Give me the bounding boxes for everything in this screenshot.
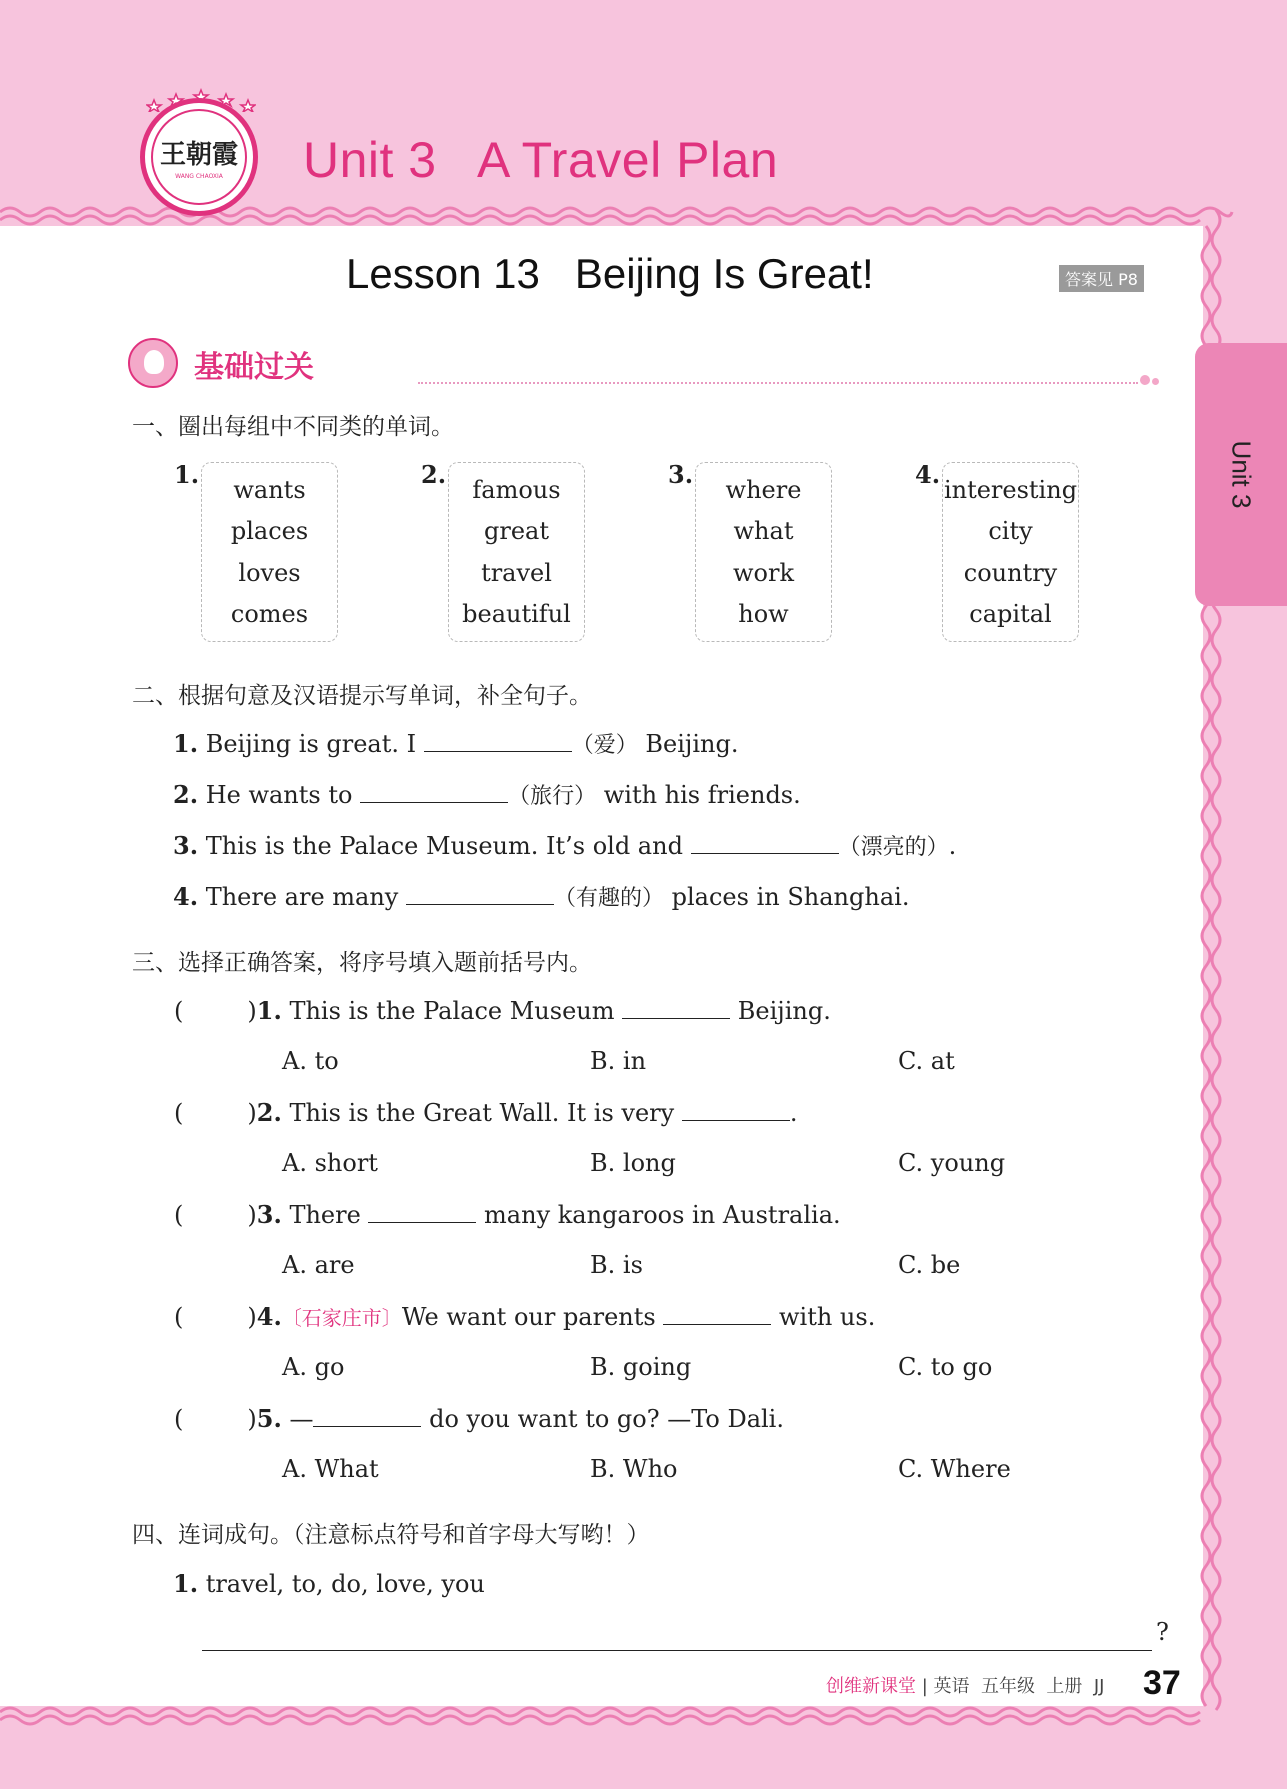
word-order-item (173, 1569, 485, 1598)
word[interactable]: wants (233, 475, 306, 504)
item-number: 1. (173, 729, 199, 758)
chinese-hint: （有趣的） (554, 886, 665, 911)
word[interactable]: capital (969, 600, 1052, 629)
item-text: Beijing. (730, 997, 831, 1025)
answer-blank[interactable] (424, 729, 572, 752)
item-text: with us. (771, 1303, 876, 1331)
lesson-title: Lesson 13 Beijing Is Great! (346, 250, 874, 297)
answer-blank[interactable] (360, 780, 508, 803)
unit-title: Unit 3 A Travel Plan (303, 132, 779, 188)
item-number: 3. (256, 1200, 282, 1229)
section-header (128, 338, 1168, 390)
dots-decoration (1140, 370, 1161, 389)
q3-heading: 三、选择正确答案，将序号填入题前括号内。 (132, 950, 592, 976)
item-text: He wants to (198, 781, 361, 809)
item-text: places in Shanghai. (664, 883, 910, 911)
footer-separator: | (916, 1676, 934, 1697)
item-number: 1. (256, 996, 282, 1025)
group-number: 4. (915, 460, 941, 489)
item-number: 5. (256, 1404, 282, 1433)
word[interactable]: famous (472, 475, 561, 504)
choice-question: ( )1. This is the Palace Museum Beijing. (174, 996, 831, 1025)
word[interactable]: loves (238, 558, 301, 587)
chinese-hint: （旅行） (508, 784, 597, 809)
side-tab-label: Unit 3 (1226, 440, 1257, 509)
item-text: . (948, 832, 957, 860)
item-text: Beijing. (637, 730, 739, 758)
fill-in-item (173, 779, 801, 810)
item-text: Beijing is great. I (198, 730, 424, 758)
item-number: 1. (173, 1569, 199, 1598)
option-b[interactable]: B. going (590, 1353, 692, 1381)
word-group-box (695, 462, 832, 642)
option-a[interactable]: A. are (282, 1251, 355, 1279)
item-text: . (789, 1099, 798, 1127)
option-c[interactable]: C. Where (898, 1455, 1011, 1483)
item-number: 4. (173, 882, 199, 911)
brand-logo (140, 98, 258, 216)
item-number: 2. (256, 1098, 282, 1127)
option-b[interactable]: B. Who (590, 1455, 678, 1483)
word[interactable]: city (988, 517, 1033, 546)
choice-question: ( )2. This is the Great Wall. It is very . (174, 1098, 798, 1127)
group-number: 1. (174, 460, 200, 489)
region-tag: 〔石家庄市〕 (281, 1306, 402, 1330)
group-number: 3. (668, 460, 694, 489)
answer-blank[interactable] (663, 1302, 771, 1325)
answer-blank[interactable] (368, 1200, 476, 1223)
answer-blank[interactable] (682, 1098, 790, 1121)
word[interactable]: work (732, 558, 794, 587)
option-b[interactable]: B. long (590, 1149, 676, 1177)
q4-heading: 四、连词成句。（注意标点符号和首字母大写哟！） (132, 1522, 650, 1548)
item-text: We want our parents (401, 1303, 664, 1331)
choice-question: ( )3. There many kangaroos in Australia. (174, 1200, 841, 1229)
word[interactable]: comes (230, 600, 309, 629)
girl-avatar-icon (128, 338, 178, 388)
q2-heading: 二、根据句意及汉语提示写单词，补全句子。 (132, 683, 592, 709)
word-group-box (448, 462, 585, 642)
choice-question: ( )5. — do you want to go? —To Dali. (174, 1404, 784, 1433)
answer-blank[interactable] (691, 831, 839, 854)
option-a[interactable]: A. short (282, 1149, 378, 1177)
option-a[interactable]: A. go (282, 1353, 345, 1381)
option-c[interactable]: C. at (898, 1047, 955, 1075)
group-number: 2. (421, 460, 447, 489)
item-number: 2. (173, 780, 199, 809)
q1-heading: 一、圈出每组中不同类的单词。 (132, 414, 454, 440)
choice-question: ( )4.〔石家庄市〕We want our parents with us. (174, 1302, 876, 1331)
item-text: This is the Great Wall. It is very (281, 1099, 682, 1127)
answer-reference-badge: 答案见 P8 (1059, 265, 1144, 292)
item-text: There are many (198, 883, 406, 911)
fill-in-item (173, 728, 739, 759)
option-c[interactable]: C. to go (898, 1353, 993, 1381)
item-text: This is the Palace Museum. It’s old and (198, 832, 691, 860)
section-label: 基础过关 (194, 350, 314, 385)
item-text: There (281, 1201, 369, 1229)
footer-brand: 创维新课堂 (826, 1676, 916, 1697)
logo-subtext: WANG CHAOXIA (175, 173, 223, 180)
section-divider (418, 382, 1138, 384)
option-a[interactable]: A. to (282, 1047, 339, 1075)
brand-logo-inner (151, 109, 247, 205)
scrambled-words: travel, to, do, love, you (198, 1570, 485, 1598)
word[interactable]: what (733, 517, 794, 546)
word[interactable]: how (738, 600, 789, 629)
word[interactable]: where (725, 475, 802, 504)
item-text: many kangaroos in Australia. (476, 1201, 841, 1229)
word[interactable]: beautiful (462, 600, 571, 629)
word[interactable]: country (963, 558, 1058, 587)
item-text: with his friends. (596, 781, 801, 809)
option-b[interactable]: B. is (590, 1251, 643, 1279)
word[interactable]: great (484, 517, 549, 546)
item-text: do you want to go? —To Dali. (421, 1405, 784, 1433)
word[interactable]: travel (481, 558, 552, 587)
fill-in-item (173, 881, 909, 912)
chinese-hint: （爱） (571, 733, 638, 758)
word-group-box (942, 462, 1079, 642)
unit-side-tab (1195, 343, 1287, 606)
page-number: 37 (1143, 1664, 1181, 1702)
answer-blank[interactable] (406, 882, 554, 905)
footer-info: 英语 五年级 上册 JJ (933, 1676, 1105, 1697)
word[interactable]: places (230, 517, 309, 546)
option-c[interactable]: C. young (898, 1149, 1006, 1177)
item-text: This is the Palace Museum (281, 997, 623, 1025)
option-a[interactable]: A. What (282, 1455, 379, 1483)
word[interactable]: interesting (943, 475, 1078, 504)
chinese-hint: （漂亮的） (838, 835, 949, 860)
option-b[interactable]: B. in (590, 1047, 647, 1075)
answer-line[interactable] (202, 1650, 1152, 1651)
answer-blank[interactable] (622, 996, 730, 1019)
fill-in-item (173, 830, 956, 861)
footer (826, 1672, 1104, 1698)
item-number: 4. (256, 1302, 282, 1331)
word-group-box (201, 462, 338, 642)
logo-text: 王朝霞 (159, 140, 238, 170)
item-number: 3. (173, 831, 199, 860)
item-text: — (281, 1405, 314, 1433)
option-c[interactable]: C. be (898, 1251, 961, 1279)
end-punctuation: ? (1156, 1618, 1169, 1646)
answer-blank[interactable] (313, 1404, 421, 1427)
